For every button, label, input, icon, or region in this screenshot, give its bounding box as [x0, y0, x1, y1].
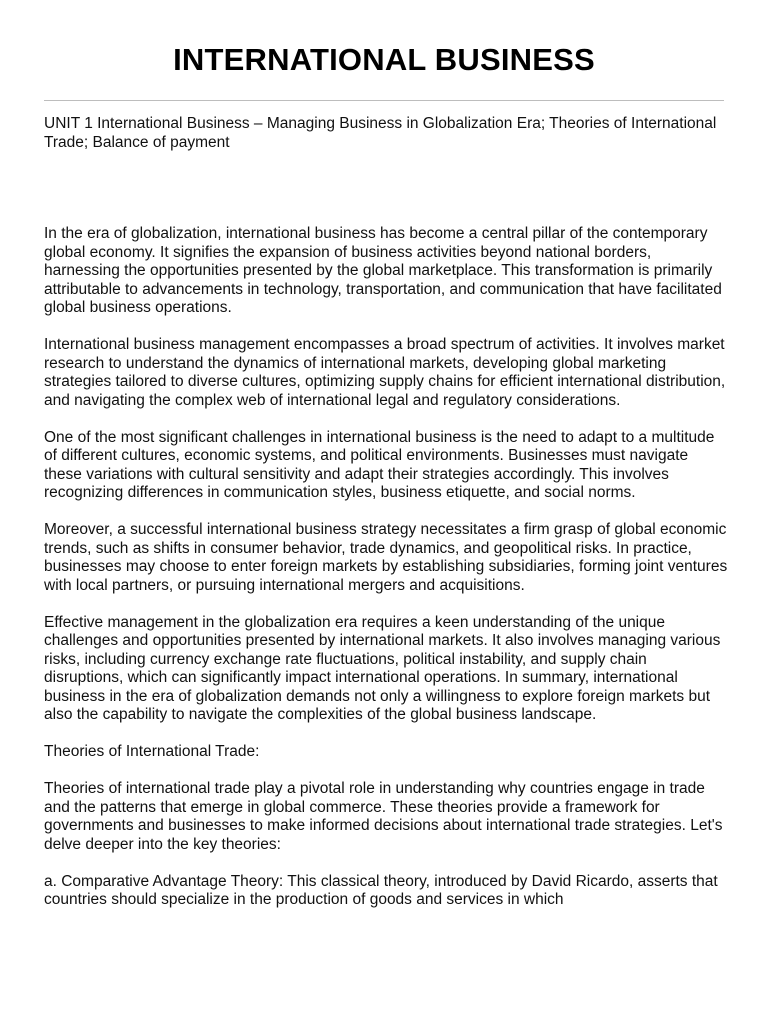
paragraph-cultural-challenges: One of the most significant challenges in international business is the need to adapt to a multitude of different cultures, economic systems, and political environments. Businesses must navigate these variations with cultural sensitivity and adapt their strategies accordingly. This involves recognizing differences in communication styles, business etiquette, and social norms.	[44, 428, 715, 501]
paragraph-comparative-advantage: a. Comparative Advantage Theory: This classical theory, introduced by David Ricardo, asserts that countries should specialize in the production of goods and services in which	[44, 872, 718, 908]
paragraph-effective-management: Effective management in the globalization era requires a keen understanding of the unique challenges and opportunities presented by international markets. It also involves managing various risks, including currency exchange rate fluctuations, political instability, and supply chain disruptions, which can significantly impact international operations. In summary, international business in the era of globalization demands not only a willingness to explore foreign markets but also the capability to navigate the complexities of the global business landscape.	[44, 613, 721, 723]
paragraph-management-activities: International business management encompasses a broad spectrum of activities. It involves market research to understand the dynamics of international markets, developing global marketing strategies tailored to diverse cultures, optimizing supply chains for efficient international distribution, and navigating the complex web of international legal and regulatory considerations.	[44, 336, 726, 409]
section-heading-trade-theories: Theories of International Trade:	[44, 743, 260, 760]
paragraph-global-trends: Moreover, a successful international business strategy necessitates a firm grasp of global economic trends, such as shifts in consumer behavior, trade dynamics, and geopolitical risks. In practice, businesses may choose to enter foreign markets by establishing subsidiaries, forming joint ventures with local partners, or pursuing international mergers and acquisitions.	[44, 521, 728, 594]
paragraph-globalization-era: In the era of globalization, international business has become a central pillar of the contemporary global economy. It signifies the expansion of business activities beyond national borders, harnessing the opportunities presented by the global marketplace. This transformation is primarily attributable to advancements in technology, transportation, and communication that have facilitated global business operations.	[44, 225, 722, 316]
paragraph-trade-theories-intro: Theories of international trade play a pivotal role in understanding why countries engage in trade and the patterns that emerge in global commerce. These theories provide a framework for governments and businesses to make informed decisions about international trade strategies. Let's delve deeper into the key theories:	[44, 780, 723, 853]
document-body	[44, 225, 728, 928]
page-title: INTERNATIONAL BUSINESS	[173, 42, 595, 77]
title-divider	[44, 100, 724, 101]
unit-heading: UNIT 1 International Business – Managing Business in Globalization Era; Theories of International Trade; Balance of payment	[44, 115, 717, 151]
